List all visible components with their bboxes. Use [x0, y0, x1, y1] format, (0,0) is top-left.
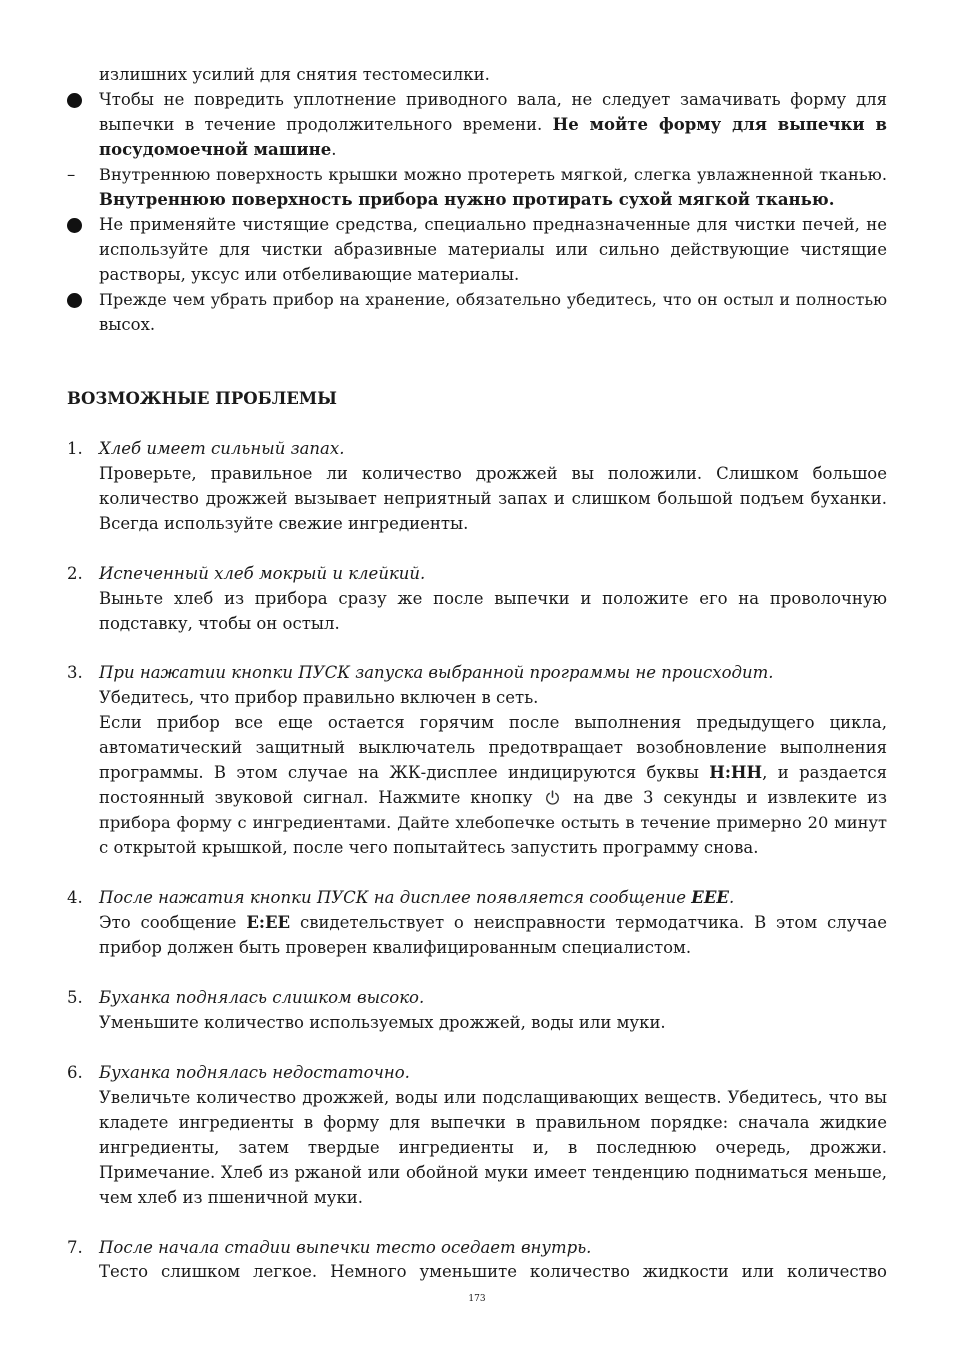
problem-line: Примечание. Хлеб из ржаной или обойной муки имеет тенденцию подниматься меньше,	[99, 1163, 887, 1182]
problem-line: прибора форму с ингредиентами. Дайте хлебопечке остыть в течение примерно 20 минут	[99, 813, 887, 832]
problem-number: 4.	[67, 888, 83, 907]
bullet-3-line-2: используйте для чистки абразивные материалы или сильно действующие чистящие	[99, 240, 887, 259]
bullet-1-line-3: посудомоечной машине.	[99, 140, 337, 159]
section-heading: ВОЗМОЖНЫЕ ПРОБЛЕМЫ	[67, 389, 337, 408]
problem-line: Это сообщение E:EE свидетельствует о неисправности термодатчика. В этом случае	[99, 913, 887, 932]
dash-item-line-1: Внутреннюю поверхность крышки можно протереть мягкой, слегка увлажненной тканью.	[99, 165, 887, 184]
problem-number: 3.	[67, 663, 83, 682]
problem-number: 5.	[67, 988, 83, 1007]
problem-line: Всегда используйте свежие ингредиенты.	[99, 514, 469, 533]
problem-line: подставку, чтобы он остыл.	[99, 614, 340, 633]
problem-title: Испеченный хлеб мокрый и клейкий.	[99, 564, 426, 583]
bullet-marker	[67, 93, 82, 108]
dash-item-line-2: Внутреннюю поверхность прибора нужно протирать сухой мягкой тканью.	[99, 190, 835, 209]
bullet-3-line-1: Не применяйте чистящие средства, специально предназначенные для чистки печей, не	[99, 215, 887, 234]
bullet-3-line-3: растворы, уксус или отбеливающие материалы.	[99, 265, 520, 284]
problem-line: Увеличьте количество дрожжей, воды или подслащивающих веществ. Убедитесь, что вы	[99, 1088, 887, 1107]
bullet-marker	[67, 293, 82, 308]
bullet-4-line-1: Прежде чем убрать прибор на хранение, обязательно убедитесь, что он остыл и полностью	[99, 290, 887, 309]
bullet-marker	[67, 218, 82, 233]
problem-title: После нажатия кнопки ПУСК на дисплее появляется сообщение EEE.	[99, 888, 735, 907]
problem-line: Уменьшите количество используемых дрожжей, воды или муки.	[99, 1013, 666, 1032]
problem-line: количество дрожжей вызывает неприятный запах и слишком большой подъем буханки.	[99, 489, 887, 508]
page-number: 173	[468, 1294, 486, 1304]
problem-number: 6.	[67, 1063, 83, 1082]
problem-number: 1.	[67, 439, 83, 458]
bullet-1-line-1: Чтобы не повредить уплотнение приводного вала, не следует замачивать форму для	[99, 90, 887, 109]
problem-title: Буханка поднялась слишком высоко.	[99, 988, 425, 1007]
problem-title: Хлеб имеет сильный запах.	[99, 439, 345, 458]
problem-line: Убедитесь, что прибор правильно включен в сеть.	[99, 688, 539, 707]
problem-title: При нажатии кнопки ПУСК запуска выбранной программы не происходит.	[99, 663, 774, 682]
problem-line: с открытой крышкой, после чего попытайтесь запустить программу снова.	[99, 838, 759, 857]
problem-line: автоматический защитный выключатель предотвращает возобновление выполнения	[99, 738, 887, 757]
power-icon	[544, 789, 561, 806]
dash-marker: –	[67, 165, 76, 184]
problem-line: Тесто слишком легкое. Немного уменьшите количество жидкости или количество	[99, 1262, 887, 1281]
bullet-4-line-2: высох.	[99, 315, 156, 334]
bullet-1-line-2: выпечки в течение продолжительного времени. Не мойте форму для выпечки в	[99, 115, 887, 134]
problem-title: После начала стадии выпечки тесто оседает внутрь.	[99, 1238, 592, 1257]
problem-line: чем хлеб из пшеничной муки.	[99, 1188, 363, 1207]
problem-title: Буханка поднялась недостаточно.	[99, 1063, 410, 1082]
intro-line: излишних усилий для снятия тестомесилки.	[99, 65, 490, 84]
problem-line: Если прибор все еще остается горячим после выполнения предыдущего цикла,	[99, 713, 887, 732]
problem-line: кладете ингредиенты в форму для выпечки в правильном порядке: сначала жидкие	[99, 1113, 887, 1132]
problem-number: 7.	[67, 1238, 83, 1257]
problem-line: ингредиенты, затем твердые ингредиенты и, в последнюю очередь, дрожжи.	[99, 1138, 887, 1157]
problem-line: Выньте хлеб из прибора сразу же после выпечки и положите его на проволочную	[99, 589, 887, 608]
problem-line: Проверьте, правильное ли количество дрожжей вы положили. Слишком большое	[99, 464, 887, 483]
problem-line: программы. В этом случае на ЖК-дисплее индицируются буквы H:HH, и раздается	[99, 763, 888, 782]
problem-line: постоянный звуковой сигнал. Нажмите кнопку на две 3 секунды и извлеките из	[99, 788, 887, 807]
problem-number: 2.	[67, 564, 83, 583]
problem-line: прибор должен быть проверен квалифицированным специалистом.	[99, 938, 692, 957]
